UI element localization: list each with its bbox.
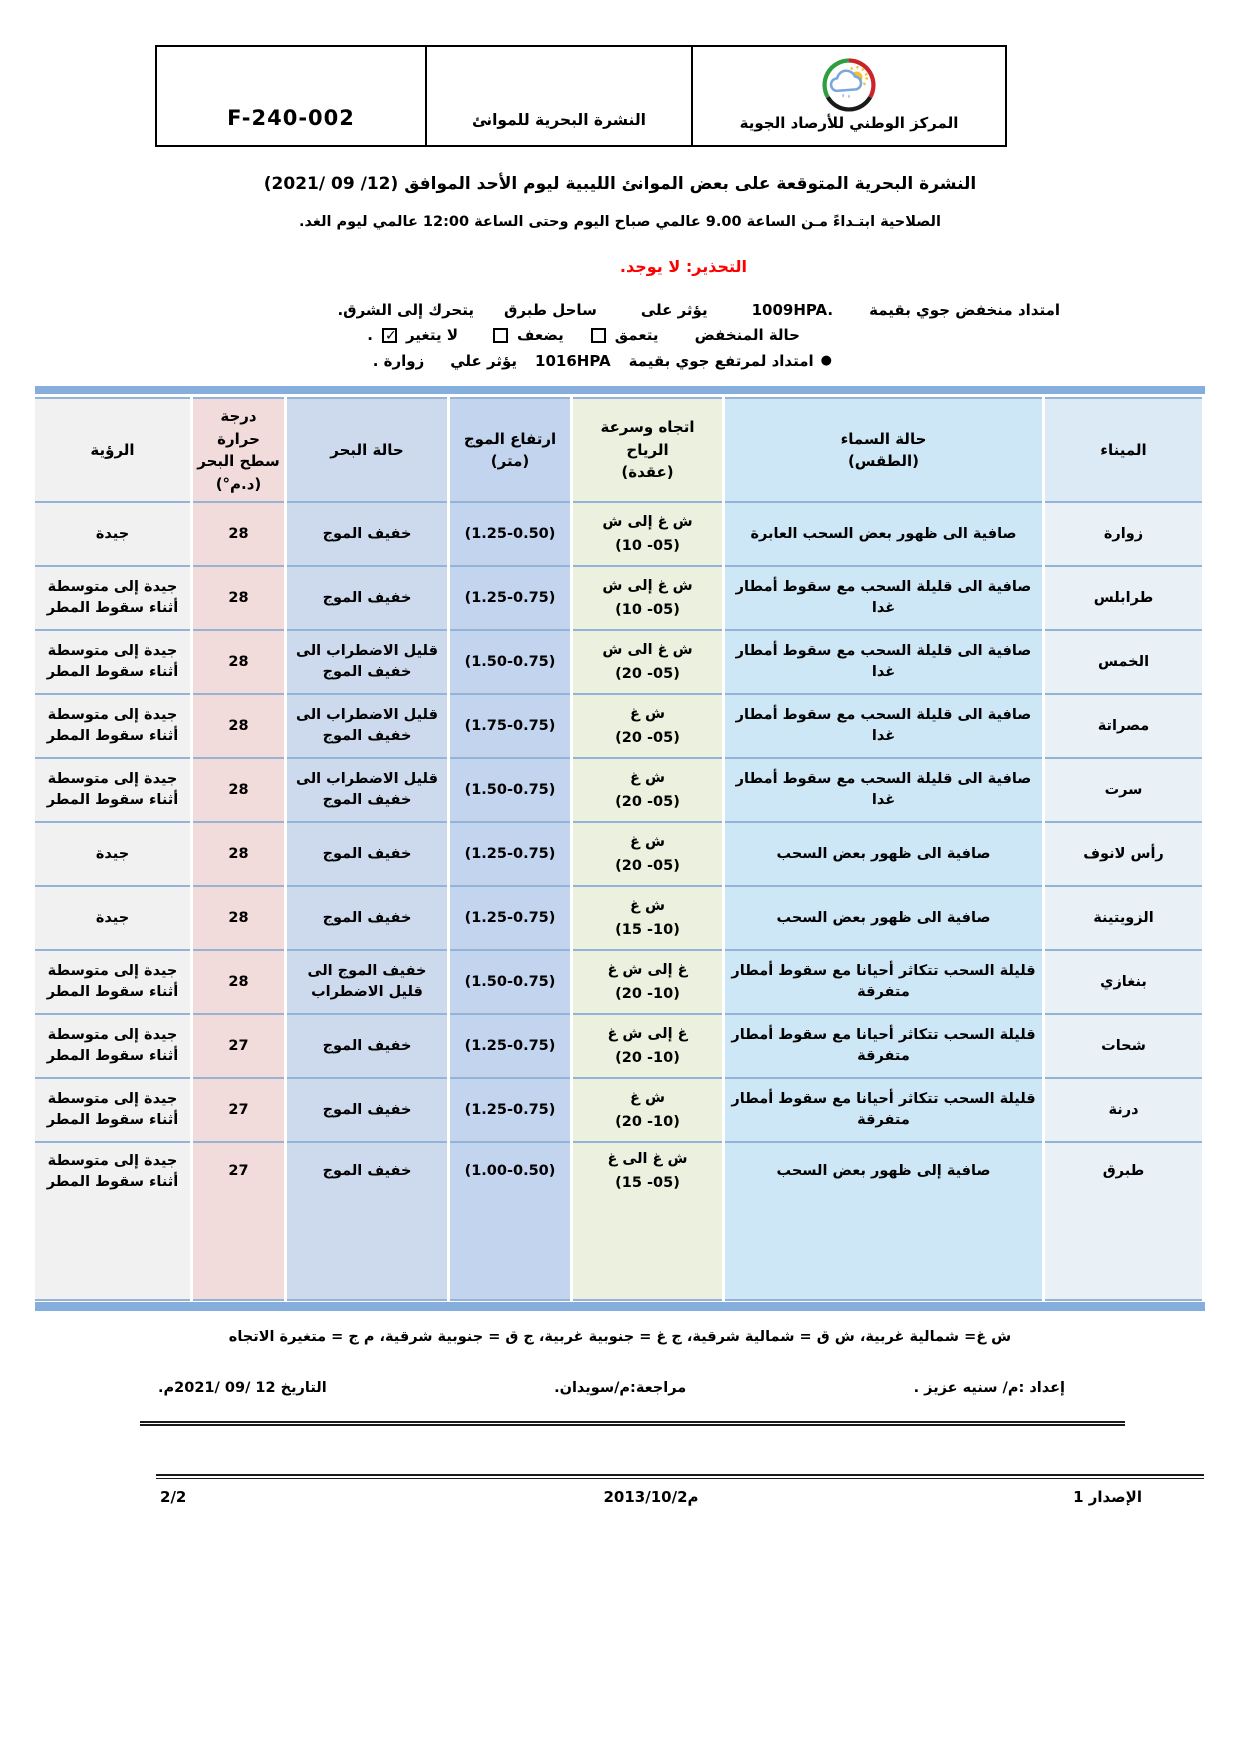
wind-speed: (05- 20): [615, 665, 680, 682]
table-row: [34, 950, 1204, 1014]
port-cell: رأس لانوف: [1044, 822, 1204, 886]
forecast-table-wrap: [35, 386, 1205, 1311]
wind-speed: (05- 15): [615, 1175, 680, 1192]
wind-dir: ش غ الى ش: [602, 641, 693, 658]
wind-dir: ش غ إلى ش: [602, 577, 693, 594]
table-row: [34, 630, 1204, 694]
form-number: F-240-002: [157, 47, 427, 145]
port-cell: بنغازي: [1044, 950, 1204, 1014]
wave-cell: (1.25-0.75): [449, 886, 572, 950]
wind-dir: ش غ: [630, 1089, 665, 1106]
port-cell: الزويتينة: [1044, 886, 1204, 950]
wind-speed: (10- 20): [615, 1049, 680, 1066]
visibility-cell: جيدة إلى متوسطة أثناء سقوط المطر: [34, 1078, 192, 1142]
high-pressure-text-3: زوارة .: [372, 352, 425, 371]
sea-cell: خفيف الموج: [286, 502, 449, 566]
wind-dir: ش غ إلى ش: [602, 513, 693, 530]
wind-speed: (05- 20): [615, 793, 680, 810]
wind-speed: (05- 20): [615, 857, 680, 874]
table-row: [34, 758, 1204, 822]
form-header-box: [155, 45, 1007, 147]
sky-cell: صافية الى قليلة السحب مع سقوط أمطار غدا: [724, 694, 1044, 758]
low-pressure-value: 1009HPA.: [751, 300, 834, 319]
table-row: [34, 1078, 1204, 1142]
spacer: [517, 361, 535, 362]
sea-cell: خفيف الموج: [286, 1014, 449, 1078]
wind-speed: (05- 10): [615, 537, 680, 554]
visibility-cell: جيدة إلى متوسطة أثناء سقوط المطر: [34, 950, 192, 1014]
sst-cell: 27: [192, 1142, 286, 1300]
spacer: [611, 361, 629, 362]
footer-row: [36, 1487, 1204, 1509]
sst-cell: 28: [192, 630, 286, 694]
sky-cell: صافية إلى ظهور بعض السحب: [724, 1142, 1044, 1300]
header-sky: [724, 398, 1044, 502]
low-pressure-text-3: ساحل طبرق: [504, 300, 597, 319]
sky-cell: قليلة السحب تتكاثر أحيانا مع سقوط أمطار متفرقة: [724, 950, 1044, 1014]
header-wind-line1: اتجاه وسرعة الرياح: [600, 418, 695, 459]
visibility-cell: جيدة إلى متوسطة أثناء سقوط المطر: [34, 1014, 192, 1078]
wind-dir: ش غ: [630, 769, 665, 786]
wind-cell: [572, 566, 724, 630]
header-wave-line1: ارتفاع الموج: [463, 429, 557, 448]
high-pressure-text-2: يؤثر علي: [450, 352, 518, 371]
checkbox-weaken[interactable]: [493, 328, 508, 343]
wind-cell: [572, 630, 724, 694]
high-pressure-value: 1016HPA: [535, 352, 611, 371]
wind-cell: [572, 886, 724, 950]
sst-cell: 28: [192, 950, 286, 1014]
sea-cell: قليل الاضطراب الى خفيف الموج: [286, 694, 449, 758]
wind-dir: ش غ الى غ: [607, 1151, 688, 1168]
wind-cell: [572, 694, 724, 758]
header-wave-line2: (متر): [490, 452, 530, 471]
sky-cell: صافية الى ظهور بعض السحب: [724, 886, 1044, 950]
high-pressure-text-1: امتداد لمرتفع جوي بقيمة: [628, 352, 814, 371]
table-bottom-bar: [35, 1302, 1205, 1311]
sea-cell: خفيف الموج: [286, 822, 449, 886]
low-state-suffix: .: [367, 325, 373, 344]
header-sst-line2: سطح البحر: [197, 452, 280, 471]
forecast-table: [32, 397, 1205, 1301]
wave-cell: (1.50-0.75): [449, 630, 572, 694]
low-state-label: حالة المنخفض: [694, 325, 800, 344]
option-weaken-label: يضعف: [517, 325, 564, 344]
spacer: [708, 310, 752, 311]
wind-speed: (10- 15): [615, 921, 680, 938]
wave-cell: (1.25-0.75): [449, 1014, 572, 1078]
wave-cell: (1.25-0.50): [449, 502, 572, 566]
footer-rule: [156, 1474, 1204, 1479]
sst-cell: 27: [192, 1078, 286, 1142]
wind-legend: ش غ= شمالية غربية، ش ق = شمالية شرقية، ج غ = جنوبية غربية، ج ق = جنوبية شرقية، م ج = متغيرة الاتجاه: [228, 1329, 1012, 1346]
table-header-row: [34, 398, 1204, 502]
wind-cell: [572, 1014, 724, 1078]
port-cell: مصراتة: [1044, 694, 1204, 758]
low-pressure-text-1: امتداد منخفض جوي بقيمة: [869, 300, 1060, 319]
spacer: [424, 361, 450, 362]
sky-cell: صافية الى ظهور بعض السحب العابرة: [724, 502, 1044, 566]
sky-cell: قليلة السحب تتكاثر أحيانا مع سقوط أمطار متفرقة: [724, 1078, 1044, 1142]
header-sst-line1: درجة حرارة: [217, 407, 260, 448]
wind-speed: (10- 20): [615, 1113, 680, 1130]
option-deepen-label: يتعمق: [614, 325, 659, 344]
wind-dir: غ إلى ش غ: [607, 1025, 688, 1042]
wind-speed: (10- 20): [615, 985, 680, 1002]
weather-center-logo-icon: [822, 58, 876, 112]
warning-line: التحذير: لا يوجد.: [619, 256, 747, 276]
high-pressure-line: [0, 351, 832, 373]
sst-cell: 28: [192, 694, 286, 758]
wind-dir: ش غ: [630, 833, 665, 850]
header-sea-state: حالة البحر: [286, 398, 449, 502]
sky-cell: صافية الى قليلة السحب مع سقوط أمطار غدا: [724, 758, 1044, 822]
wave-cell: (1.50-0.75): [449, 950, 572, 1014]
sst-cell: 28: [192, 502, 286, 566]
spacer: [659, 335, 695, 336]
doc-type-title: النشرة البحرية للموانئ: [427, 47, 693, 145]
table-row: [34, 1142, 1204, 1300]
table-row: [34, 566, 1204, 630]
wind-cell: [572, 1078, 724, 1142]
sst-cell: 28: [192, 886, 286, 950]
low-pressure-text-2: يؤثر على: [640, 300, 708, 319]
wind-cell: [572, 502, 724, 566]
wave-cell: (1.25-0.75): [449, 566, 572, 630]
table-row: [34, 694, 1204, 758]
footer-date: 2013/10/2م: [603, 1488, 699, 1506]
sea-cell: قليل الاضطراب الى خفيف الموج: [286, 758, 449, 822]
spacer: [833, 310, 869, 311]
visibility-cell: جيدة إلى متوسطة أثناء سقوط المطر: [34, 758, 192, 822]
visibility-cell: جيدة إلى متوسطة أثناء سقوط المطر: [34, 566, 192, 630]
validity-line: الصلاحية ابتـداءً مـن الساعة 9.00 عالمي صباح اليوم وحتى الساعة 12:00 عالمي ليوم الغد.: [299, 213, 941, 230]
sea-cell: خفيف الموج: [286, 566, 449, 630]
wave-cell: (1.00-0.50): [449, 1142, 572, 1300]
wind-speed: (05- 10): [615, 601, 680, 618]
org-name: المركز الوطني للأرصاد الجوية: [739, 113, 959, 132]
wave-cell: (1.25-0.75): [449, 822, 572, 886]
sky-cell: قليلة السحب تتكاثر أحيانا مع سقوط أمطار متفرقة: [724, 1014, 1044, 1078]
port-cell: الخمس: [1044, 630, 1204, 694]
bulletin-date: التاريخ 12 /09 /2021م.: [158, 1380, 327, 1397]
port-cell: زوارة: [1044, 502, 1204, 566]
low-state-line: [0, 325, 800, 347]
header-wind-line2: (عقدة): [621, 463, 674, 482]
spacer: [458, 335, 484, 336]
table-row: [34, 886, 1204, 950]
wind-dir: ش غ: [630, 897, 665, 914]
page-footer: [36, 1474, 1204, 1509]
checkbox-deepen[interactable]: [591, 328, 606, 343]
sky-cell: صافية الى قليلة السحب مع سقوط أمطار غدا: [724, 566, 1044, 630]
port-cell: شحات: [1044, 1014, 1204, 1078]
header-sky-line2: (الطقس): [847, 452, 920, 471]
checkbox-nochange[interactable]: [382, 328, 397, 343]
sky-cell: صافية الى ظهور بعض السحب: [724, 822, 1044, 886]
port-cell: طبرق: [1044, 1142, 1204, 1300]
visibility-cell: جيدة: [34, 886, 192, 950]
wind-speed: (05- 20): [615, 729, 680, 746]
sea-cell: خفيف الموج: [286, 1142, 449, 1300]
wind-cell: [572, 758, 724, 822]
header-visibility: الرؤية: [34, 398, 192, 502]
sea-cell: خفيف الموج: [286, 886, 449, 950]
footer-page-number: 2/2: [160, 1488, 187, 1506]
bulletin-title: النشرة البحرية المتوقعة على بعض الموانئ الليبية ليوم الأحد الموافق (12/ 09 /2021): [263, 174, 977, 194]
table-row: [34, 502, 1204, 566]
bullet-icon: ●: [820, 353, 832, 369]
sea-cell: قليل الاضطراب الى خفيف الموج: [286, 630, 449, 694]
wave-cell: (1.50-0.75): [449, 758, 572, 822]
spacer: [564, 335, 582, 336]
port-cell: طرابلس: [1044, 566, 1204, 630]
header-sst: [192, 398, 286, 502]
table-top-bar: [35, 386, 1205, 394]
header-sst-line3: (د.م°): [215, 474, 262, 493]
port-cell: سرت: [1044, 758, 1204, 822]
footer-version: الإصدار 1: [1073, 1488, 1142, 1506]
visibility-cell: جيدة: [34, 822, 192, 886]
table-row: [34, 1014, 1204, 1078]
visibility-cell: جيدة إلى متوسطة أثناء سقوط المطر: [34, 1142, 192, 1300]
header-wind: [572, 398, 724, 502]
wave-cell: (1.25-0.75): [449, 1078, 572, 1142]
header-sky-line1: حالة السماء: [840, 429, 927, 448]
sky-cell: صافية الى قليلة السحب مع سقوط أمطار غدا: [724, 630, 1044, 694]
sea-cell: خفيف الموج الى قليل الاضطراب: [286, 950, 449, 1014]
reviewed-by: مراجعة:م/سويدان.: [554, 1380, 687, 1397]
forecast-table-body: [34, 502, 1204, 1300]
sst-cell: 28: [192, 758, 286, 822]
low-pressure-text-4: يتحرك إلى الشرق.: [337, 300, 475, 319]
visibility-cell: جيدة: [34, 502, 192, 566]
wind-cell: [572, 1142, 724, 1300]
wave-cell: (1.75-0.75): [449, 694, 572, 758]
visibility-cell: جيدة إلى متوسطة أثناء سقوط المطر: [34, 630, 192, 694]
table-row: [34, 822, 1204, 886]
sst-cell: 27: [192, 1014, 286, 1078]
spacer: [474, 310, 504, 311]
spacer: [597, 310, 641, 311]
wind-cell: [572, 822, 724, 886]
double-rule: [140, 1421, 1125, 1426]
sea-cell: خفيف الموج: [286, 1078, 449, 1142]
signatures-row: [0, 1378, 1240, 1399]
wind-cell: [572, 950, 724, 1014]
sst-cell: 28: [192, 566, 286, 630]
wind-dir: ش غ: [630, 705, 665, 722]
port-cell: درنة: [1044, 1078, 1204, 1142]
sst-cell: 28: [192, 822, 286, 886]
low-pressure-line: [0, 300, 1060, 322]
prepared-by: إعداد :م/ سنيه عزيز .: [913, 1380, 1065, 1397]
header-wave: [449, 398, 572, 502]
option-nochange-label: لا يتغير: [405, 325, 459, 344]
visibility-cell: جيدة إلى متوسطة أثناء سقوط المطر: [34, 694, 192, 758]
org-cell: [693, 47, 1005, 145]
header-port: الميناء: [1044, 398, 1204, 502]
wind-dir: غ إلى ش غ: [607, 961, 688, 978]
